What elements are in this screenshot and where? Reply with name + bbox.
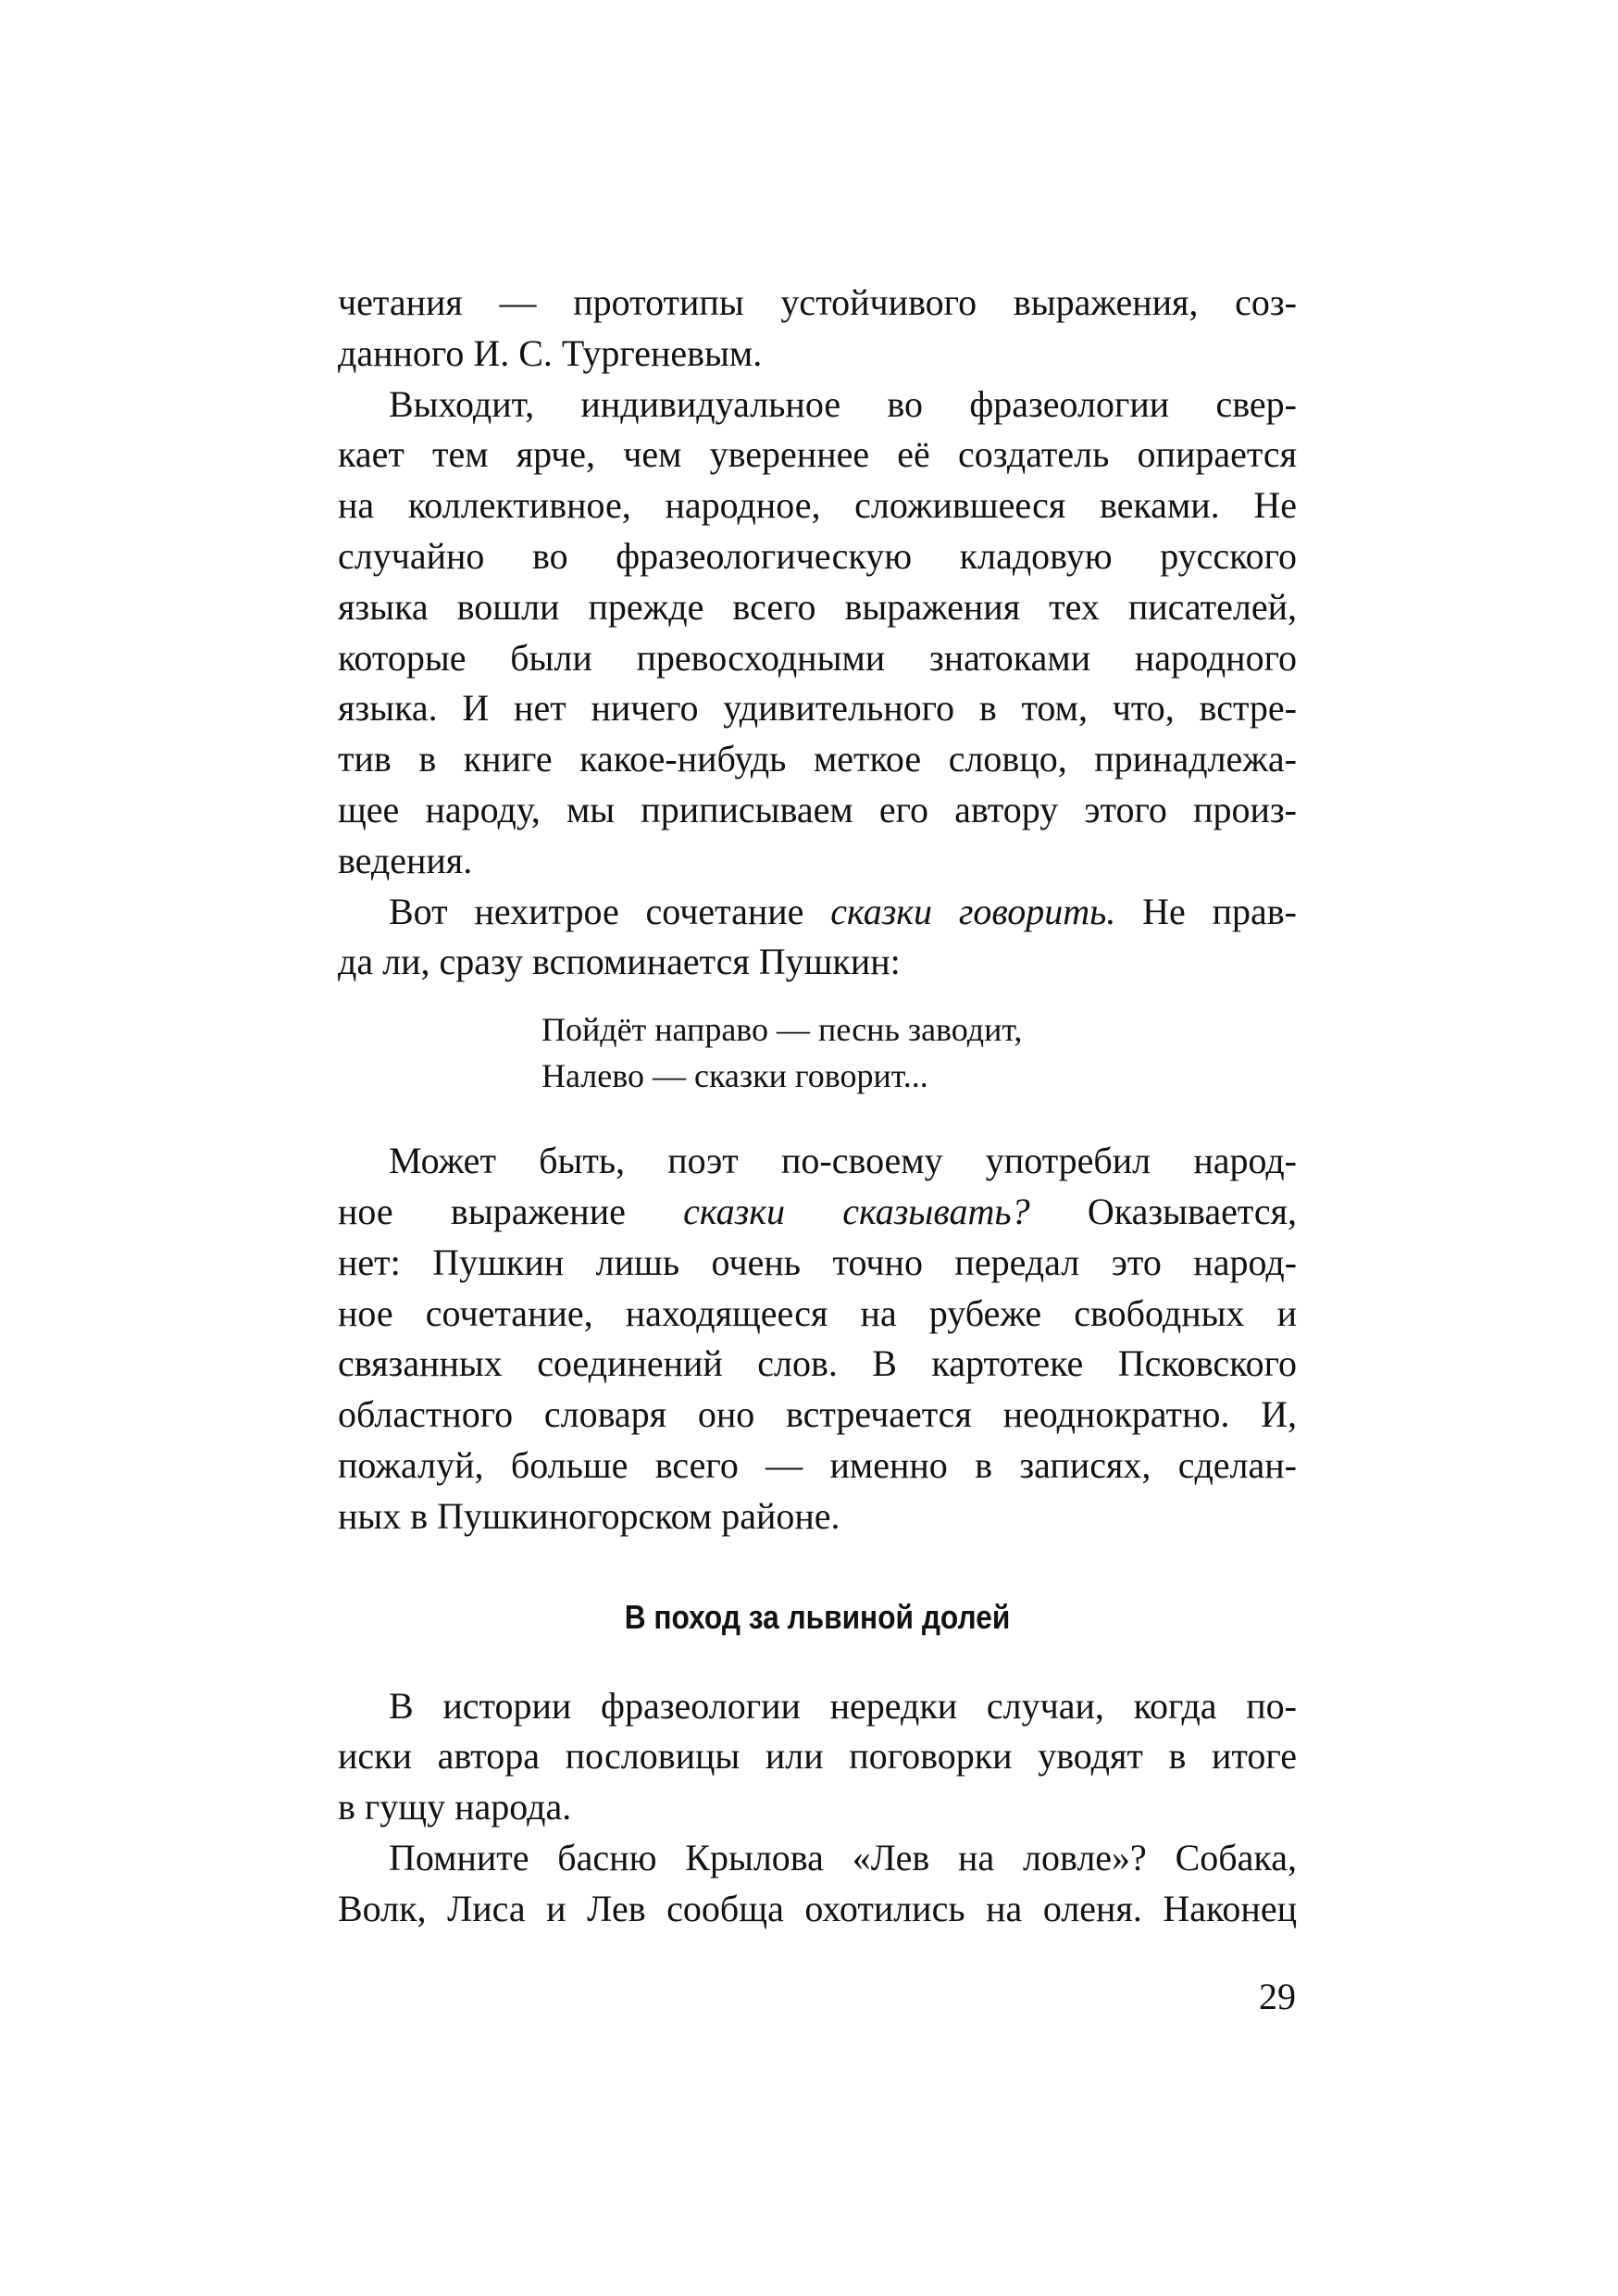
text-span: Оказывается, <box>1029 1190 1297 1232</box>
section-heading: В поход за львиной долей <box>624 1597 1011 1636</box>
text-line: нет: Пушкин лишь очень точно передал это народ- <box>338 1241 1297 1283</box>
text-line: пожалуй, больше всего — именно в записях, сделан- <box>338 1443 1297 1486</box>
text-line: тив в книге какое-нибудь меткое словцо, принадлежа- <box>338 738 1297 780</box>
text-line: иски автора пословицы или поговорки уводят в итоге <box>338 1735 1297 1778</box>
text-line: Помните басню Крылова «Лев на ловле»? Собака, <box>389 1836 1297 1878</box>
text-line: языка вошли прежде всего выражения тех писателей, <box>338 585 1297 628</box>
paragraph <box>338 887 1297 989</box>
text-line: в гущу народа. <box>338 1786 572 1828</box>
text-line: данного И. С. Тургеневым. <box>338 331 763 374</box>
text-line: В истории фразеологии нередки случаи, когда по- <box>389 1684 1297 1727</box>
text-line <box>338 887 1297 938</box>
paragraph <box>338 1681 1297 1833</box>
text-line: случайно во фразеологическую кладовую русского <box>338 534 1297 577</box>
paragraph <box>338 380 1297 887</box>
paragraph <box>338 1136 1297 1541</box>
text-span: Вот нехитрое сочетание <box>389 890 831 932</box>
paragraph <box>338 1833 1297 1935</box>
text-line: щее народу, мы приписываем его автору этого произ- <box>338 788 1297 830</box>
text-line: четания — прототипы устойчивого выражения, соз- <box>338 281 1297 323</box>
verse-line: Пойдёт направо — песнь заводит, <box>541 1011 1023 1049</box>
text-line: Волк, Лиса и Лев сообща охотились на оленя. Наконец <box>338 1887 1297 1929</box>
text-span: Не прав- <box>1115 890 1297 932</box>
text-line: Может быть, поэт по-своему употребил народ- <box>389 1140 1297 1182</box>
body-text <box>338 278 1297 1935</box>
text-span: ное выражение <box>338 1190 684 1232</box>
text-line: кает тем ярче, чем увереннее её создатель опирается <box>338 433 1297 476</box>
text-line: которые были превосходными знатоками народного <box>338 636 1297 679</box>
text-line: ных в Пушкиногорском районе. <box>338 1494 840 1537</box>
verse-quote <box>338 1006 1297 1099</box>
text-line: языка. И нет ничего удивительного в том, что, встре- <box>338 687 1297 730</box>
text-line: да ли, сразу вспоминается Пушкин: <box>338 941 901 983</box>
text-line <box>338 1187 1297 1238</box>
text-line: ное сочетание, находящееся на рубеже свободных и <box>338 1292 1297 1334</box>
italic-phrase: сказки говорить. <box>830 890 1116 932</box>
paragraph <box>338 278 1297 380</box>
page-number: 29 <box>1259 1976 1296 2017</box>
text-line: областного словаря оно встречается неоднократно. И, <box>338 1393 1297 1436</box>
italic-phrase: сказки сказывать? <box>683 1190 1030 1232</box>
text-line: на коллективное, народное, сложившееся веками. Не <box>338 484 1297 527</box>
text-line: Выходит, индивидуальное во фразеологии свер- <box>389 382 1297 425</box>
text-line: ведения. <box>338 839 473 881</box>
verse-line: Налево — сказки говорит... <box>541 1057 928 1095</box>
text-line: связанных соединений слов. В картотеке Псковского <box>338 1342 1297 1385</box>
